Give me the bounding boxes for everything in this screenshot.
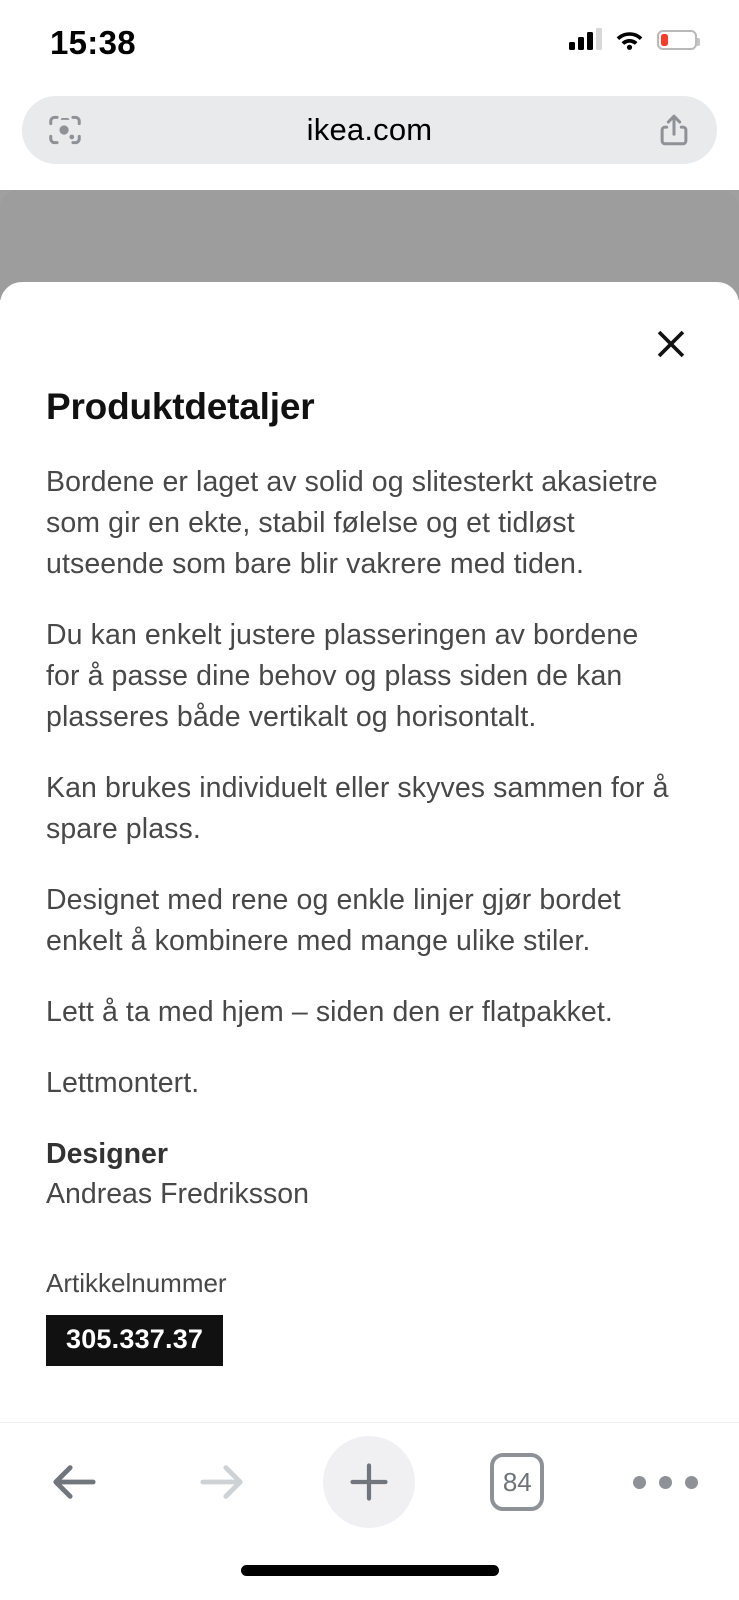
back-button[interactable] (0, 1423, 148, 1541)
product-details-sheet (0, 282, 739, 1422)
battery-low-icon (657, 30, 697, 50)
address-bar[interactable] (22, 96, 717, 164)
browser-toolbar (0, 1422, 739, 1600)
more-options-button[interactable] (591, 1423, 739, 1541)
cellular-signal-icon (569, 28, 602, 50)
home-indicator[interactable] (241, 1565, 499, 1576)
close-sheet-button[interactable] (645, 318, 697, 370)
tabs-icon (490, 1453, 544, 1511)
back-arrow-icon (47, 1459, 101, 1505)
wifi-icon (615, 28, 644, 50)
status-bar-time: 15:38 (50, 24, 136, 61)
status-bar-indicators (569, 28, 697, 50)
article-number-label: Artikkelnummer (46, 1268, 227, 1298)
plus-icon (346, 1459, 392, 1505)
description-paragraph: Lettmontert. (46, 1067, 200, 1099)
tab-count-label: 84 (502, 1466, 532, 1497)
url-text[interactable]: ikea.com (306, 112, 433, 147)
designer-label: Designer (46, 1138, 168, 1170)
description-paragraph: Bordene er laget av solid og slitesterkt akasietre som gir en ekte, stabil følelse og et tidløst utseende som bare blir vakrere med tiden. (46, 466, 658, 580)
page-scanner-icon[interactable] (46, 111, 84, 149)
new-tab-button[interactable] (296, 1423, 444, 1541)
description-paragraph: Lett å ta med hjem – siden den er flatpakket. (46, 996, 613, 1028)
article-number-badge: 305.337.37 (46, 1315, 223, 1366)
designer-name: Andreas Fredriksson (46, 1178, 309, 1210)
description-paragraph: Du kan enkelt justere plasseringen av bordene for å passe dine behov og plass siden de kan plasseres både vertikalt og horisontalt. (46, 619, 639, 733)
close-icon (654, 327, 688, 361)
more-options-icon (633, 1476, 698, 1489)
description-paragraph: Kan brukes individuelt eller skyves sammen for å spare plass. (46, 772, 669, 845)
tabs-button[interactable] (443, 1423, 591, 1541)
page-title: Produktdetaljer (46, 386, 315, 427)
forward-button[interactable] (148, 1423, 296, 1541)
description-paragraph: Designet med rene og enkle linjer gjør bordet enkelt å kombinere med mange ulike stiler. (46, 884, 621, 957)
product-details-body (46, 462, 671, 1366)
forward-arrow-icon (195, 1459, 249, 1505)
status-bar (0, 0, 739, 80)
share-icon[interactable] (655, 111, 693, 149)
